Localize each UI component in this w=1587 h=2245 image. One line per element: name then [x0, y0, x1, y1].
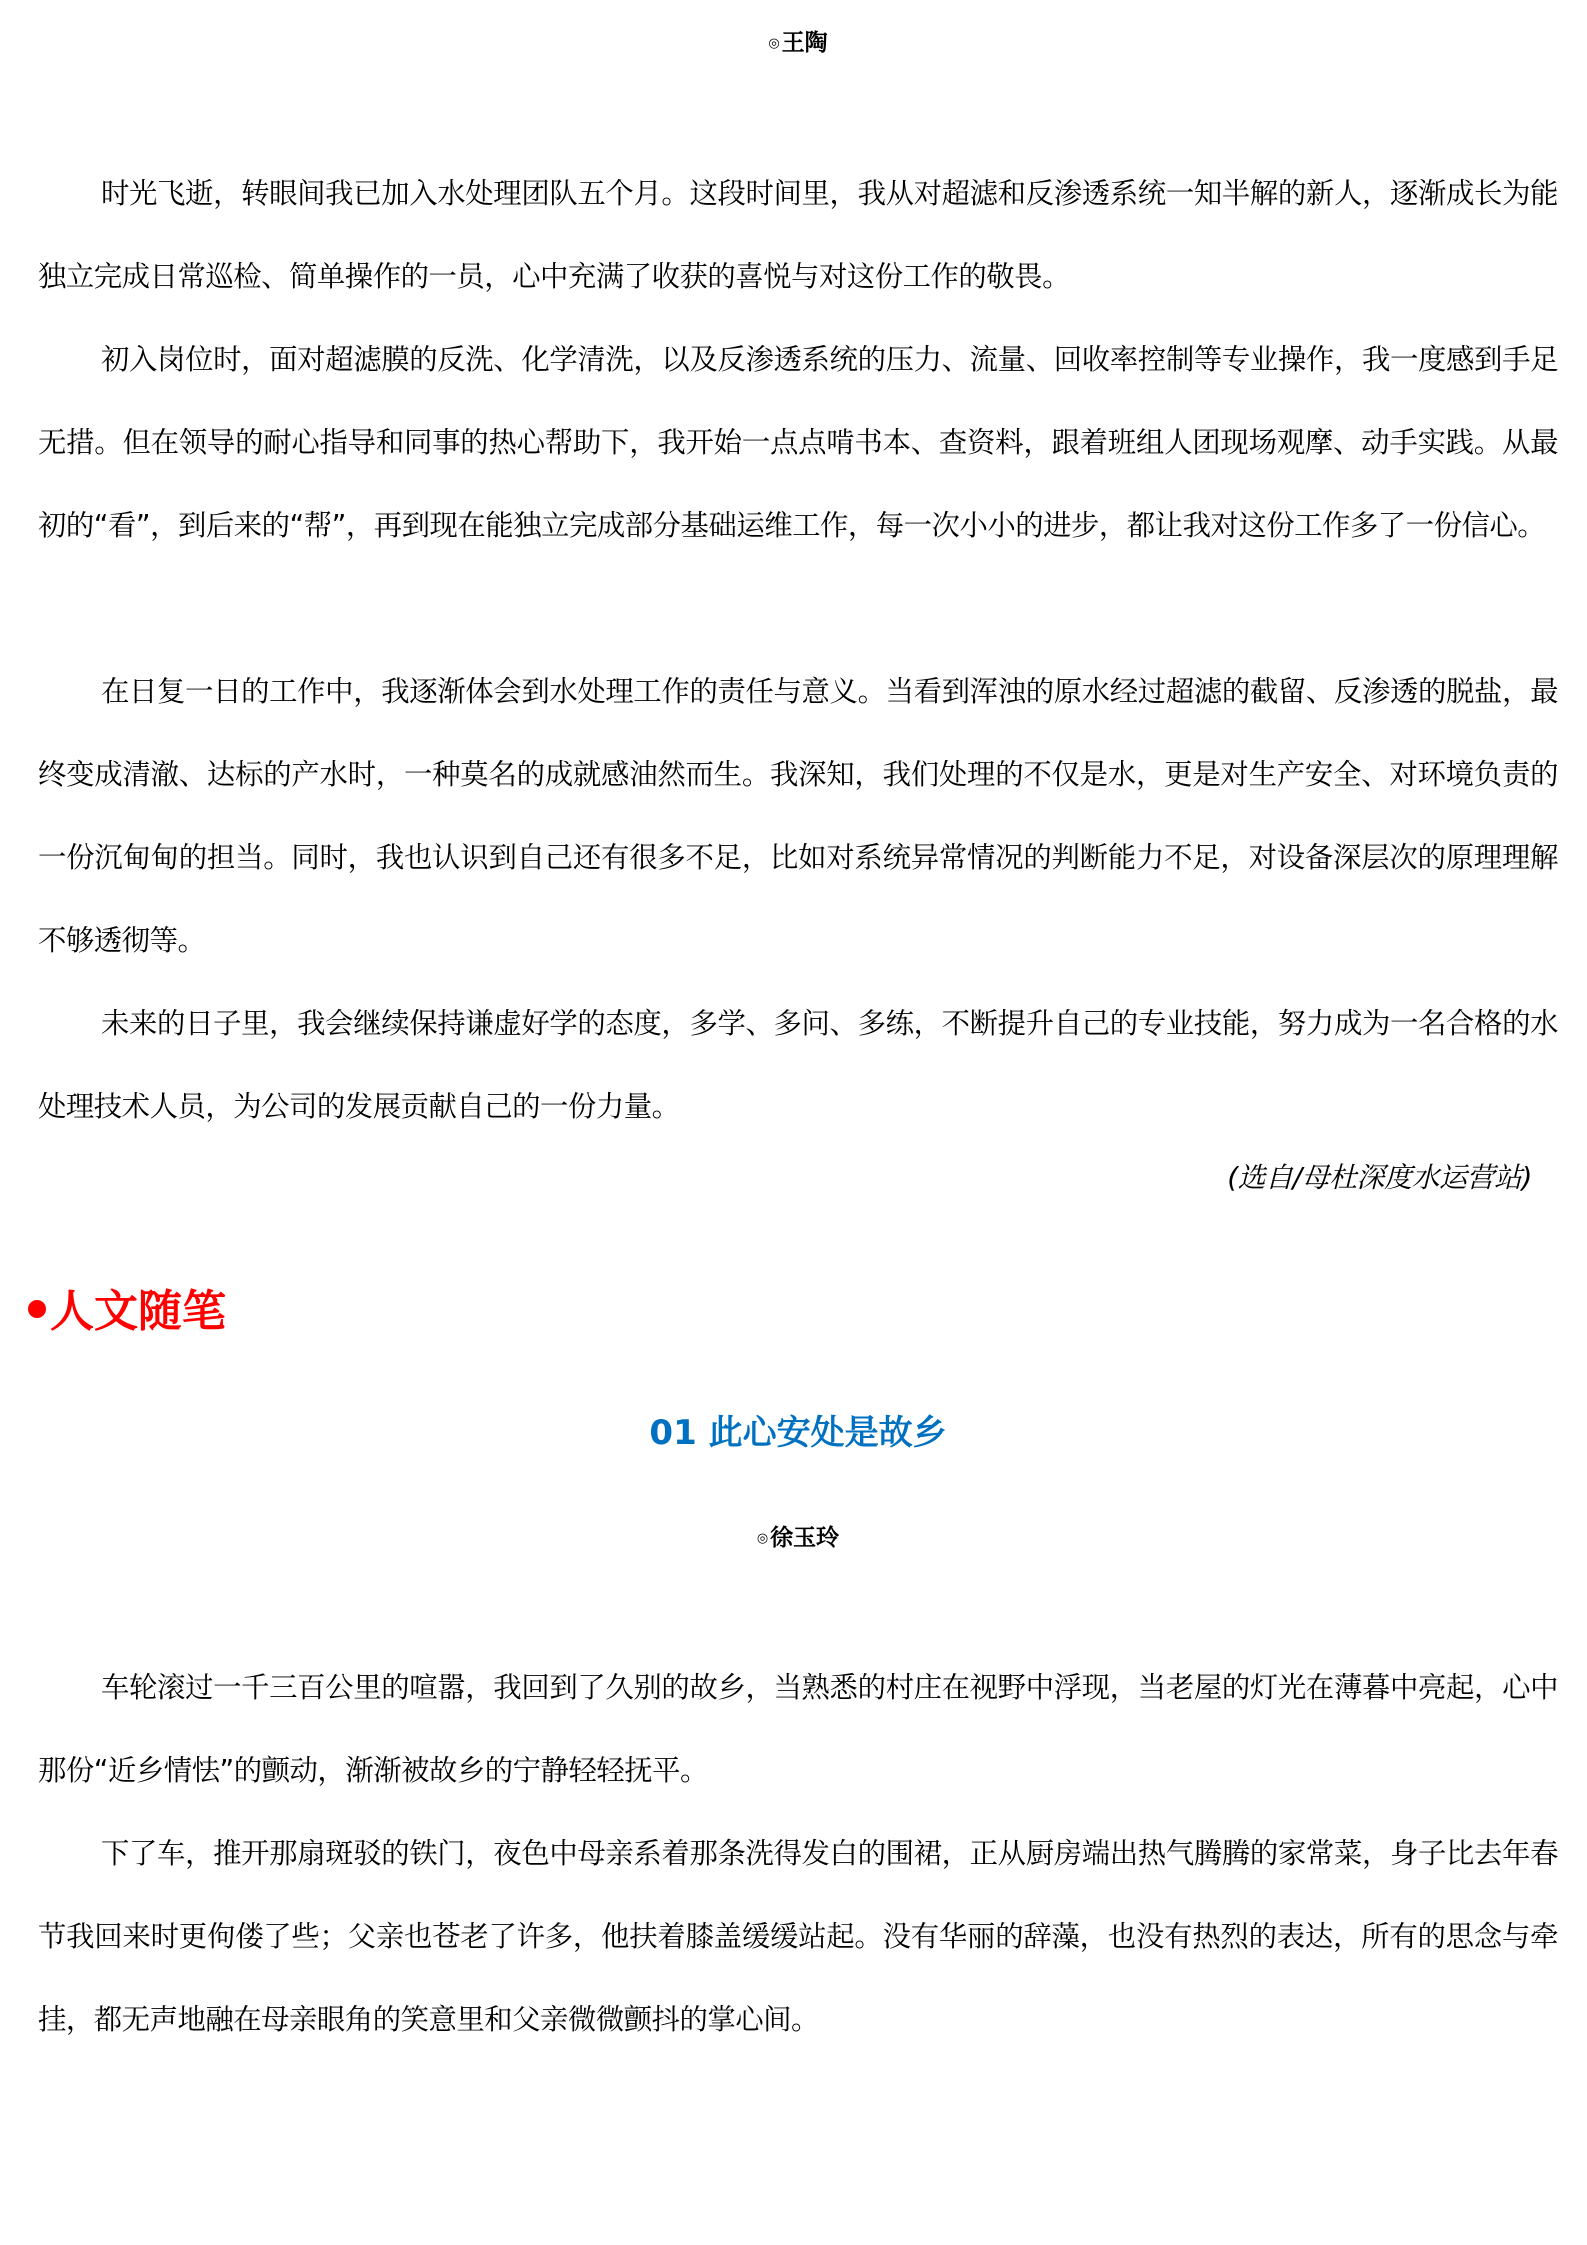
article-2-author: 徐玉玲 [770, 1525, 840, 1551]
article-1-paragraph-2: 初入岗位时，面对超滤膜的反洗、化学清洗，以及反渗透系统的压力、流量、回收率控制等专业操作，我一度感到手足无措。但在领导的耐心指导和同事的热心帮助下，我开始一点点啃书本、查资料，跟着班组人团现场观摩、动手实践。从最初的“看”，到后来的“帮”，再到现在能独立完成部分基础运维工作，每一次小小的进步，都让我对这份工作多了一份信心。 [38, 343, 1558, 542]
article-2-byline [38, 1523, 1558, 1554]
article-2-paragraph-2: 下了车，推开那扇斑驳的铁门，夜色中母亲系着那条洗得发白的围裙，正从厨房端出热气腾腾的家常菜，身子比去年春节我回来时更佝偻了些；父亲也苍老了许多，他扶着膝盖缓缓站起。没有华丽的辞藻，也没有热烈的表达，所有的思念与牵挂，都无声地融在母亲眼角的笑意里和父亲微微颤抖的掌心间。 [38, 1837, 1558, 2036]
article-1-paragraph-4: 未来的日子里，我会继续保持谦虚好学的态度，多学、多问、多练，不断提升自己的专业技能，努力成为一名合格的水处理技术人员，为公司的发展贡献自己的一份力量。 [38, 1007, 1558, 1123]
article-1-paragraph-3: 在日复一日的工作中，我逐渐体会到水处理工作的责任与意义。当看到浑浊的原水经过超滤的截留、反渗透的脱盐，最终变成清澈、达标的产水时，一种莫名的成就感油然而生。我深知，我们处理的不仅是水，更是对生产安全、对环境负责的一份沉甸甸的担当。同时，我也认识到自己还有很多不足，比如对系统异常情况的判断能力不足，对设备深层次的原理理解不够透彻等。 [38, 675, 1558, 957]
article-1-byline [38, 28, 1558, 59]
bullet-dot-icon [28, 1300, 46, 1318]
section-heading-label: 人文随笔 [50, 1286, 226, 1337]
article-1-paragraph-1: 时光飞逝，转眼间我已加入水处理团队五个月。这段时间里，我从对超滤和反渗透系统一知半解的新人，逐渐成长为能独立完成日常巡检、简单操作的一员，心中充满了收获的喜悦与对这份工作的敬畏。 [38, 177, 1558, 293]
section-heading [28, 1280, 226, 1344]
article-2-paragraph-1: 车轮滚过一千三百公里的喧嚣，我回到了久别的故乡，当熟悉的村庄在视野中浮现，当老屋的灯光在薄暮中亮起，心中那份“近乡情怯”的颤动，渐渐被故乡的宁静轻轻抚平。 [38, 1671, 1558, 1787]
author-mark-icon: ◎ [768, 36, 780, 51]
article-2-title: 01 此心安处是故乡 [649, 1413, 947, 1453]
author-mark-icon: ◎ [756, 1531, 769, 1546]
article-1-author: 王陶 [781, 30, 828, 56]
article-1-source: (选自/母杜深度水运营站) [1227, 1161, 1532, 1194]
